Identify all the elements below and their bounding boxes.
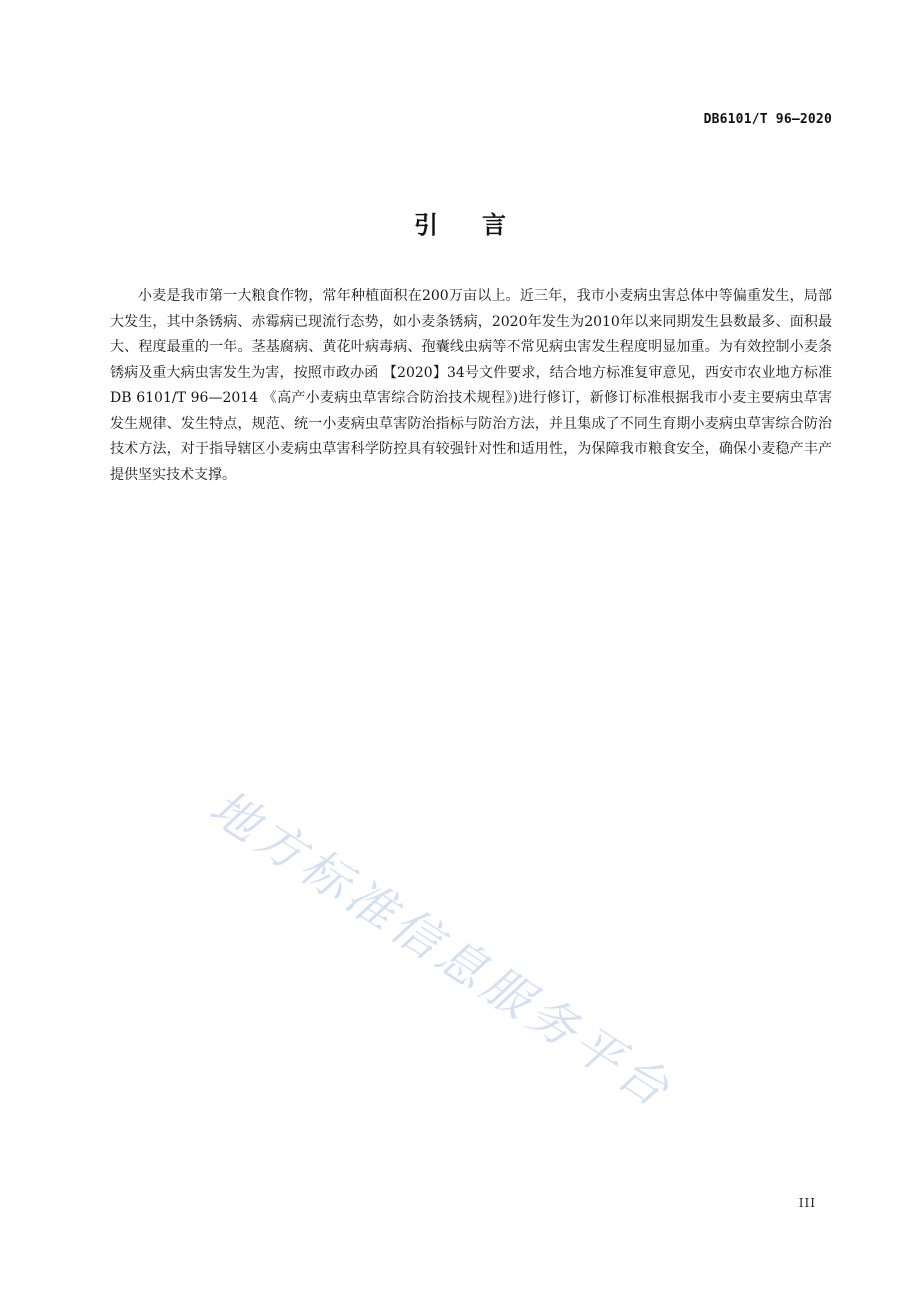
page-number: III — [798, 1196, 816, 1210]
watermark: 地方标准信息服务平台 — [199, 779, 683, 1121]
page-title: 引言 — [414, 211, 550, 239]
introduction-paragraph: 小麦是我市第一大粮食作物，常年种植面积在200万亩以上。近三年，我市小麦病虫害总体中等偏重发生，局部大发生，其中条锈病、赤霉病已现流行态势，如小麦条锈病，2020年发生为2010年以来同期发生县数最多、面积最大、程度最重的一年。茎基腐病、黄花叶病毒病、孢囊线虫病等不常见病虫害发生程度明显加重。为有效控制小麦条锈病及重大病虫害发生为害，按照市政办函 【2020】34号文件要求，结合地方标准复审意见，西安市农业地方标准DB 6101/T 96—2014 《高产小麦病虫草害综合防治技术规程》)进行修订，新修订标准根据我市小麦主要病虫草害发生规律、发生特点，规范、统一小麦病虫草害防治指标与防治方法，并且集成了不同生育期小麦病虫草害综合防治技术方法，对于指导辖区小麦病虫草害科学防控具有较强针对性和适用性，为保障我市粮食安全，确保小麦稳产丰产提供坚实技术支撑。 — [110, 288, 832, 483]
standard-code: DB6101/T 96—2020 — [703, 112, 832, 127]
